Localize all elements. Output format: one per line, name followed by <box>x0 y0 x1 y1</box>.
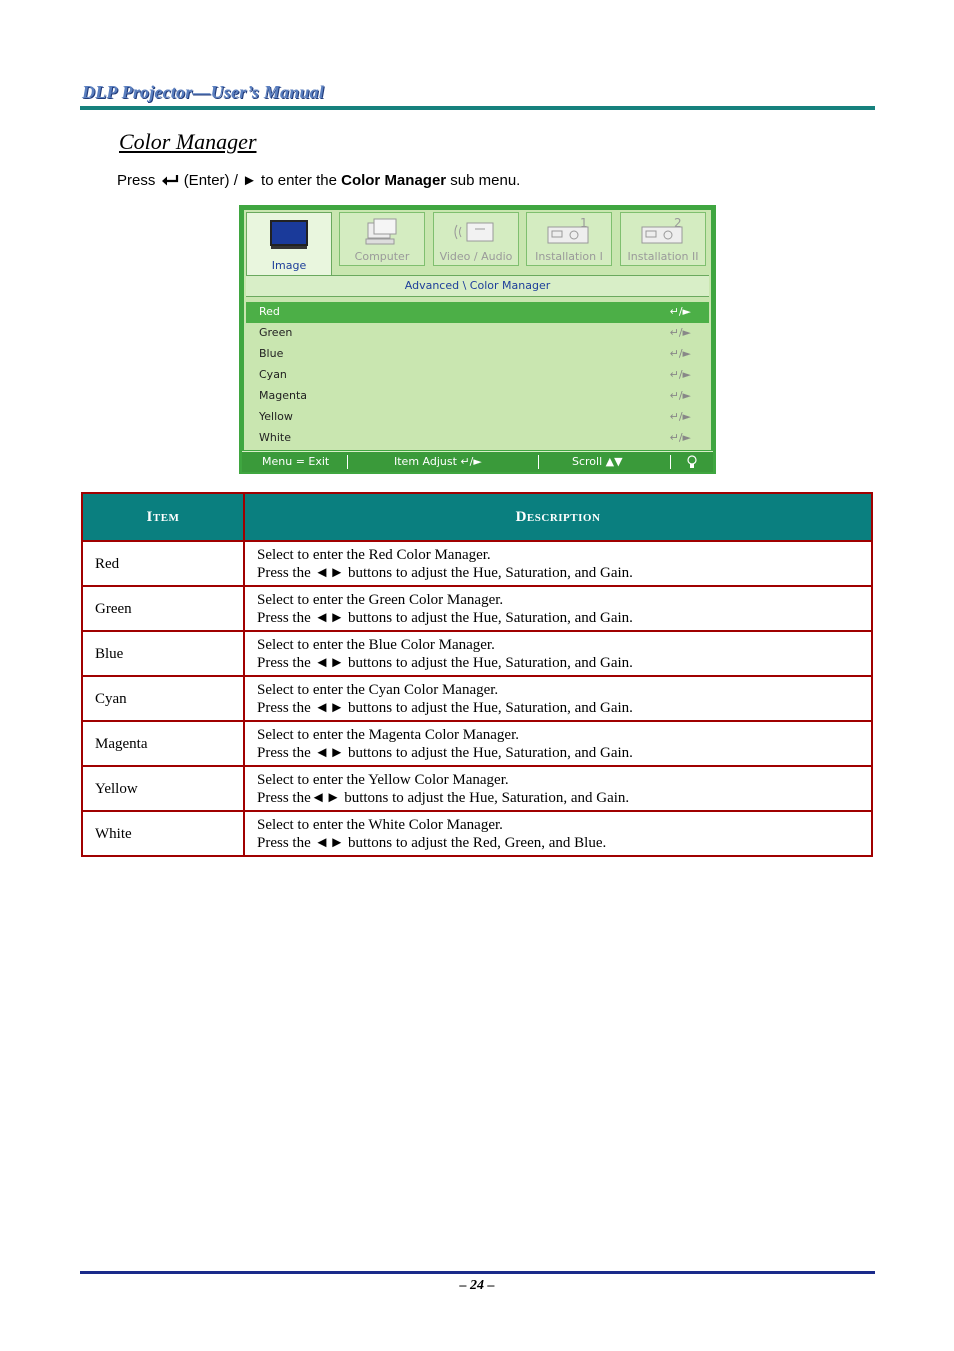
enter-arrow-icon: ↵/► <box>669 368 691 381</box>
enter-arrow-icon: ↵/► <box>669 389 691 402</box>
enter-arrow-icon: ↵/► <box>669 431 691 444</box>
svg-text:2: 2 <box>674 217 682 230</box>
description-line: Press the ◄► buttons to adjust the Hue, Saturation, and Gain. <box>257 609 633 626</box>
description-line: Press the ◄► buttons to adjust the Hue, Saturation, and Gain. <box>257 564 633 581</box>
description-line: Select to enter the Yellow Color Manager. <box>257 771 509 788</box>
computer-icon <box>360 217 404 247</box>
description-line: Select to enter the Cyan Color Manager. <box>257 681 499 698</box>
tab-installation-2[interactable] <box>620 212 706 266</box>
description-cell <box>244 676 872 721</box>
tab-label: Installation I <box>535 250 603 263</box>
item-cell: Green <box>82 586 244 631</box>
table-row <box>82 721 872 766</box>
description-line: Select to enter the Magenta Color Manager. <box>257 726 519 743</box>
status-item-adjust: Item Adjust ↵/► <box>394 455 482 468</box>
osd-breadcrumb: Advanced \ Color Manager <box>246 275 709 297</box>
osd-menu-list <box>246 302 709 449</box>
description-line: Press the ◄► buttons to adjust the Hue, Saturation, and Gain. <box>257 699 633 716</box>
menu-item-label: White <box>259 431 291 444</box>
menu-item-label: Blue <box>259 347 284 360</box>
menu-item-magenta[interactable] <box>246 386 709 407</box>
menu-item-label: Red <box>259 305 280 318</box>
description-line: Select to enter the Red Color Manager. <box>257 546 491 563</box>
description-line: Press the ◄► buttons to adjust the Hue, Saturation, and Gain. <box>257 744 633 761</box>
item-description-table <box>81 492 873 857</box>
menu-item-blue[interactable] <box>246 344 709 365</box>
item-cell: Magenta <box>82 721 244 766</box>
enter-arrow-icon: ↵/► <box>669 410 691 423</box>
tab-label: Video / Audio <box>439 250 513 263</box>
osd-panel <box>244 210 711 450</box>
status-divider <box>347 455 348 469</box>
description-line: Select to enter the White Color Manager. <box>257 816 503 833</box>
table-header-row <box>82 493 872 541</box>
tab-label: Computer <box>354 250 410 263</box>
description-cell <box>244 766 872 811</box>
description-cell <box>244 541 872 586</box>
tab-label: Installation II <box>627 250 699 263</box>
intro-paragraph <box>117 172 520 189</box>
menu-item-red[interactable] <box>246 302 709 323</box>
tab-computer[interactable] <box>339 212 425 266</box>
enter-key-icon <box>160 174 180 186</box>
item-cell: White <box>82 811 244 856</box>
column-header-item: Item <box>82 493 244 541</box>
tab-installation-1[interactable] <box>526 212 612 266</box>
svg-text:1: 1 <box>580 217 588 230</box>
osd-status-bar <box>242 451 713 472</box>
description-cell <box>244 631 872 676</box>
table-row <box>82 766 872 811</box>
table-row <box>82 811 872 856</box>
menu-item-green[interactable] <box>246 323 709 344</box>
intro-enter-text: (Enter) / ► to enter the <box>183 172 337 189</box>
intro-press: Press <box>117 172 156 189</box>
menu-item-label: Magenta <box>259 389 308 402</box>
image-icon <box>269 219 309 251</box>
description-line: Select to enter the Green Color Manager. <box>257 591 504 608</box>
tab-video-audio[interactable] <box>433 212 519 266</box>
installation-1-icon <box>544 217 594 247</box>
enter-arrow-icon: ↵/► <box>669 305 691 318</box>
bulb-icon <box>686 455 698 469</box>
item-cell: Cyan <box>82 676 244 721</box>
tab-image[interactable] <box>246 212 332 278</box>
intro-bold: Color Manager <box>341 172 447 189</box>
enter-arrow-icon: ↵/► <box>669 326 691 339</box>
menu-item-cyan[interactable] <box>246 365 709 386</box>
description-cell <box>244 811 872 856</box>
status-divider <box>538 455 539 469</box>
status-scroll: Scroll ▲▼ <box>572 455 623 468</box>
menu-item-label: Yellow <box>259 410 293 423</box>
table-row <box>82 631 872 676</box>
page-number: – 24 – <box>459 1278 495 1293</box>
footer-rule <box>80 1271 875 1274</box>
header-rule <box>80 106 875 110</box>
table-row <box>82 676 872 721</box>
running-header: DLP Projector—User’s Manual <box>82 82 325 102</box>
menu-item-white[interactable] <box>246 428 709 449</box>
status-divider <box>670 455 671 469</box>
menu-item-label: Cyan <box>259 368 287 381</box>
video-audio-icon <box>451 217 501 247</box>
column-header-description: Description <box>244 493 872 541</box>
menu-item-label: Green <box>259 326 293 339</box>
description-cell <box>244 721 872 766</box>
item-cell: Red <box>82 541 244 586</box>
osd-menu <box>239 205 716 474</box>
description-cell <box>244 586 872 631</box>
item-cell: Blue <box>82 631 244 676</box>
tab-label: Image <box>271 259 307 272</box>
item-cell: Yellow <box>82 766 244 811</box>
description-line: Select to enter the Blue Color Manager. <box>257 636 495 653</box>
description-line: Press the ◄► buttons to adjust the Red, Green, and Blue. <box>257 834 607 851</box>
table-row <box>82 541 872 586</box>
description-line: Press the◄► buttons to adjust the Hue, Saturation, and Gain. <box>257 789 630 806</box>
section-title: Color Manager <box>119 129 257 154</box>
description-line: Press the ◄► buttons to adjust the Hue, Saturation, and Gain. <box>257 654 633 671</box>
installation-2-icon <box>638 217 688 247</box>
status-menu-exit: Menu = Exit <box>262 455 330 468</box>
menu-item-yellow[interactable] <box>246 407 709 428</box>
intro-tail: sub menu. <box>450 172 521 189</box>
table-row <box>82 586 872 631</box>
enter-arrow-icon: ↵/► <box>669 347 691 360</box>
